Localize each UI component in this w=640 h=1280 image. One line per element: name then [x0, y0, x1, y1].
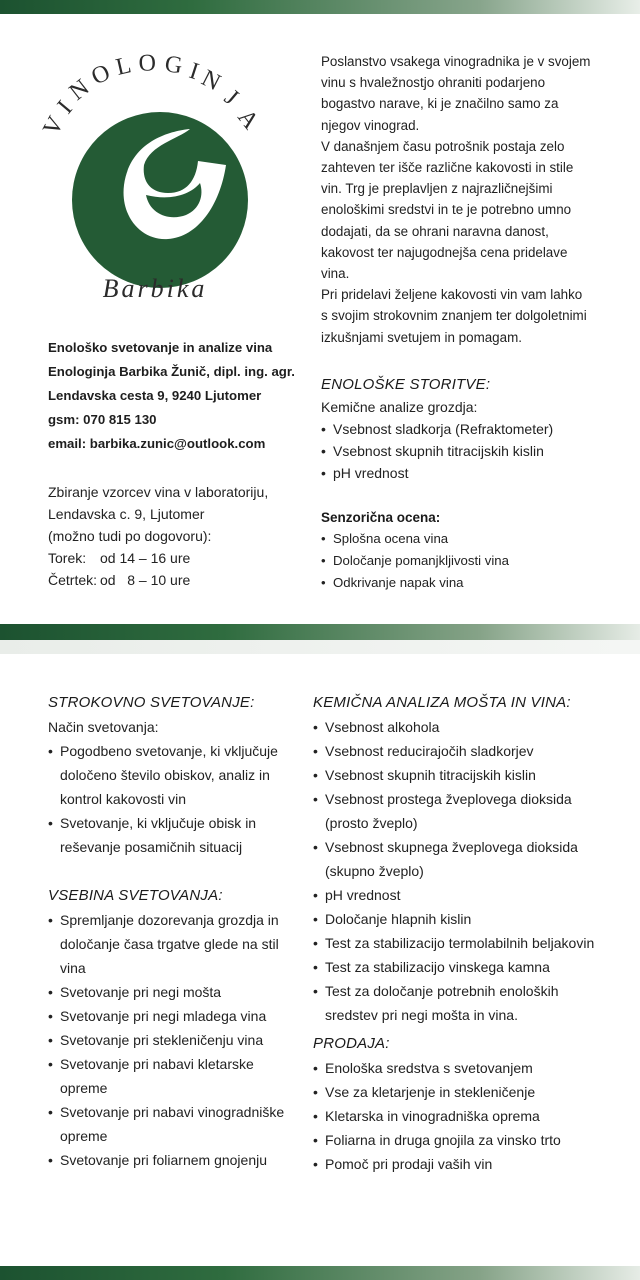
list-item: • Odkrivanje napak vina — [321, 572, 611, 594]
list-item: • pH vrednost — [313, 883, 603, 907]
middle-light-band — [0, 640, 640, 654]
logo-letter: N — [64, 74, 95, 106]
analysis-column — [313, 691, 603, 1176]
list-item: • Svetovanje, ki vključuje obisk in reševanje posamičnih situacij — [48, 811, 288, 859]
list-item: • Test za stabilizacijo termolabilnih beljakovin — [313, 931, 603, 955]
hours-day: Torek: — [48, 550, 87, 566]
sensory-list — [321, 528, 611, 594]
list-item: • Vsebnost skupnega žveplovega dioksida (skupno žveplo) — [313, 835, 603, 883]
contact-service: Enološko svetovanje in analize vina — [48, 340, 273, 355]
samples-line: (možno tudi po dogovoru): — [48, 528, 212, 544]
content-list — [48, 908, 288, 1172]
hours-time: od 8 – 10 ure — [100, 572, 191, 588]
list-item: • pH vrednost — [321, 462, 611, 484]
logo-name: Barbika — [102, 274, 208, 303]
vinologinja-logo — [30, 45, 290, 325]
analysis-list — [313, 715, 603, 1027]
contact-address: Lendavska cesta 9, 9240 Ljutomer — [48, 388, 262, 403]
intro-paragraph: V današnjem času potrošnik postaja zelo zahteven ter išče različne kakovosti in stile vin. Trg je preplavljen z najrazličnejšimi enološkimi sredstvi in te je potrebno umno dodajati, da se ohrani naravna danost, kakovost ter najugodnejša cena pridelave vina. — [321, 138, 574, 282]
logo-letter: V — [38, 112, 70, 140]
sensory-section — [321, 508, 611, 594]
analysis-title: KEMIČNA ANALIZA MOŠTA IN VINA: — [313, 694, 571, 711]
logo-letter: J — [219, 84, 244, 111]
samples-line: Lendavska c. 9, Ljutomer — [48, 506, 205, 522]
list-item: • Vsebnost prostega žveplovega dioksida (prosto žveplo) — [313, 787, 603, 835]
intro-paragraph: Poslanstvo vsakega vinogradnika je v svojem vinu s hvaležnostjo ohraniti podarjeno bogastvo narave, ki je značilno samo za njegov vinograd. — [321, 54, 591, 133]
hours-row — [48, 547, 268, 569]
list-item: • Kletarska in vinogradniška oprema — [313, 1104, 603, 1128]
hours-day: Četrtek: — [48, 572, 98, 588]
services-title: ENOLOŠKE STORITVE: — [321, 376, 491, 393]
list-item: • Vsebnost skupnih titracijskih kislin — [321, 440, 611, 462]
advice-list — [48, 739, 288, 859]
list-item: • Določanje pomanjkljivosti vina — [321, 550, 611, 572]
samples-line: Zbiranje vzorcev vina v laboratoriju, — [48, 484, 269, 500]
middle-gradient-band — [0, 624, 640, 640]
services-section — [321, 374, 611, 484]
list-item: • Pogodbeno svetovanje, ki vključuje določeno število obiskov, analiz in kontrol kakovosti vin — [48, 739, 288, 811]
list-item: • Določanje hlapnih kislin — [313, 907, 603, 931]
advice-method-label: Način svetovanja: — [48, 719, 159, 735]
list-item: • Splošna ocena vina — [321, 528, 611, 550]
list-item: • Foliarna in druga gnojila za vinsko trto — [313, 1128, 603, 1152]
list-item: • Svetovanje pri stekleničenju vina — [48, 1028, 288, 1052]
list-item: • Vsebnost skupnih titracijskih kislin — [313, 763, 603, 787]
advice-title: STROKOVNO SVETOVANJE: — [48, 694, 255, 711]
chem-analysis-label: Kemične analize grozdja: — [321, 399, 478, 415]
sales-title: PRODAJA: — [313, 1035, 390, 1052]
contact-block — [48, 336, 295, 456]
logo-letter: O — [87, 59, 115, 91]
logo-letter: N — [197, 65, 225, 97]
sensory-label: Senzorična ocena: — [321, 510, 441, 525]
chem-analysis-list — [321, 418, 611, 484]
logo-letter: I — [186, 57, 202, 86]
hours-row — [48, 569, 268, 591]
contact-phone[interactable]: gsm: 070 815 130 — [48, 412, 157, 427]
logo-letter: G — [163, 51, 184, 80]
logo-letter: O — [137, 50, 157, 77]
advice-column — [48, 691, 288, 1172]
contact-email[interactable]: email: barbika.zunic@outlook.com — [48, 436, 266, 451]
logo-letter: I — [52, 96, 78, 119]
intro-paragraph: Pri pridelavi željene kakovosti vin vam lahko s svojim strokovnim znanjem ter dolgoletnimi izkušnjami svetujem in pomagam. — [321, 287, 587, 345]
list-item: • Svetovanje pri nabavi vinogradniške opreme — [48, 1100, 288, 1148]
logo-letter: L — [113, 52, 134, 81]
list-item: • Vsebnost reducirajočih sladkorjev — [313, 739, 603, 763]
hours-time: od 14 – 16 ure — [100, 550, 191, 566]
list-item: • Svetovanje pri negi mošta — [48, 980, 288, 1004]
list-item: • Vse za kletarjenje in stekleničenje — [313, 1080, 603, 1104]
sample-hours — [48, 481, 268, 591]
contact-person: Enologinja Barbika Žunič, dipl. ing. agr. — [48, 364, 295, 379]
top-gradient-band — [0, 0, 640, 14]
list-item: • Enološka sredstva s svetovanjem — [313, 1056, 603, 1080]
sales-list — [313, 1056, 603, 1176]
logo-letter: A — [232, 104, 264, 135]
intro-text — [321, 51, 591, 348]
list-item: • Vsebnost alkohola — [313, 715, 603, 739]
list-item: • Svetovanje pri negi mladega vina — [48, 1004, 288, 1028]
bottom-gradient-band — [0, 1266, 640, 1280]
list-item: • Svetovanje pri foliarnem gnojenju — [48, 1148, 288, 1172]
list-item: • Svetovanje pri nabavi kletarske opreme — [48, 1052, 288, 1100]
list-item: • Pomoč pri prodaji vaših vin — [313, 1152, 603, 1176]
list-item: • Test za stabilizacijo vinskega kamna — [313, 955, 603, 979]
list-item: • Test za določanje potrebnih enoloških sredstev pri negi mošta in vina. — [313, 979, 603, 1027]
list-item: • Spremljanje dozorevanja grozdja in določanje časa trgatve glede na stil vina — [48, 908, 288, 980]
list-item: • Vsebnost sladkorja (Refraktometer) — [321, 418, 611, 440]
content-title: VSEBINA SVETOVANJA: — [48, 887, 223, 904]
